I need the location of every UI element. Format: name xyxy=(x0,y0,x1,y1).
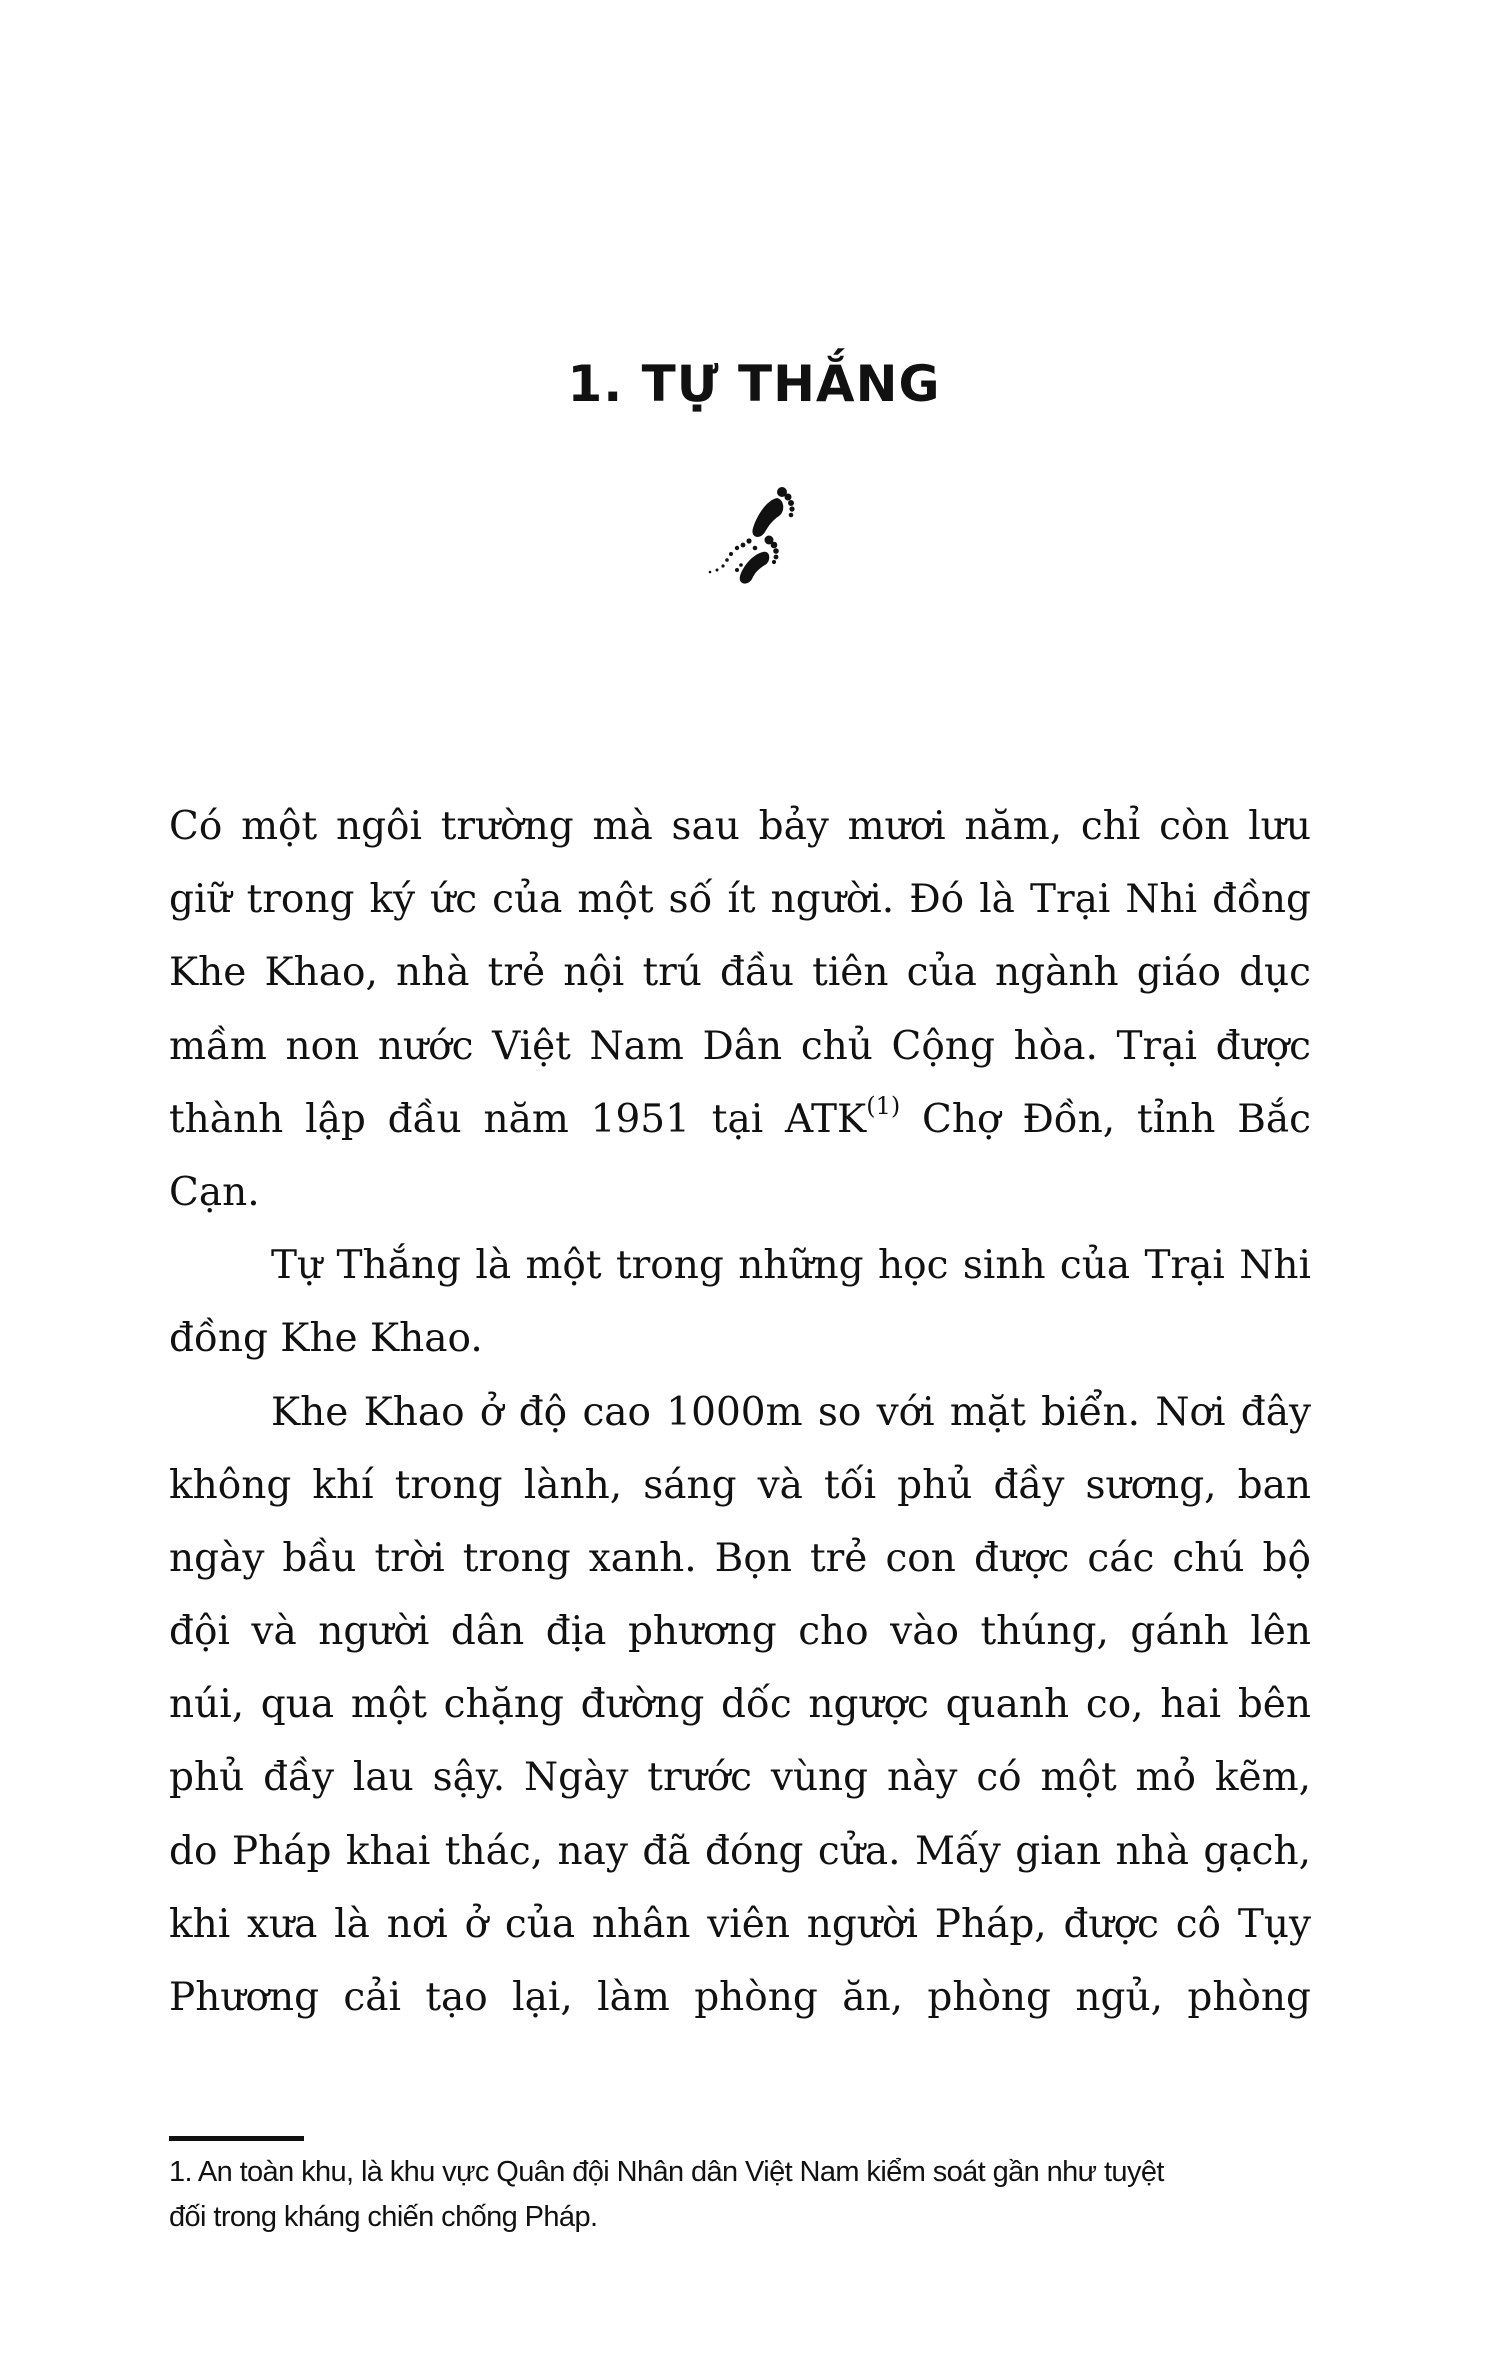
body-line: Phương cải tạo lại, làm phòng ăn, phòng ngủ, phòng xyxy=(169,1975,1311,2020)
body-line: phủ đầy lau sậy. Ngày trước vùng này có một mỏ kẽm, xyxy=(169,1755,1311,1801)
body-text-segment: Chợ Đồn, tỉnh Bắc xyxy=(900,1096,1312,1142)
footnote-line: đối trong kháng chiến chống Pháp. xyxy=(169,2201,598,2233)
footnote-divider xyxy=(169,2136,304,2141)
body-line: ngày bầu trời trong xanh. Bọn trẻ con được các chú bộ xyxy=(169,1535,1311,1581)
body-line: đội và người dân địa phương cho vào thúng, gánh lên xyxy=(169,1609,1311,1655)
body-line: khi xưa là nơi ở của nhân viên người Pháp, được cô Tụy xyxy=(169,1901,1311,1947)
body-line: Khe Khao ở độ cao 1000m so với mặt biển. Nơi đây xyxy=(271,1389,1311,1435)
body-line: Cạn. xyxy=(169,1169,260,1215)
body-line: giữ trong ký ức của một số ít người. Đó là Trại Nhi đồng xyxy=(169,877,1311,923)
footnote-ref: (1) xyxy=(866,1091,901,1120)
footprints-icon xyxy=(665,470,825,590)
body-line: mầm non nước Việt Nam Dân chủ Cộng hòa. Trại được xyxy=(169,1023,1311,1069)
footnote-line: 1. An toàn khu, là khu vực Quân đội Nhân dân Việt Nam kiểm soát gần như tuyệt xyxy=(169,2156,1164,2188)
body-line: Có một ngôi trường mà sau bảy mươi năm, chỉ còn lưu xyxy=(169,804,1311,849)
body-text xyxy=(169,790,1311,2034)
body-line: Tự Thắng là một trong những học sinh của Trại Nhi xyxy=(271,1243,1311,1289)
body-line: đồng Khe Khao. xyxy=(169,1316,483,1362)
body-text-segment: thành lập đầu năm 1951 tại ATK xyxy=(169,1096,867,1142)
body-line: do Pháp khai thác, nay đã đóng cửa. Mấy gian nhà gạch, xyxy=(169,1828,1311,1874)
chapter-title: 1. TỰ THẮNG xyxy=(567,355,941,413)
footnote xyxy=(169,2150,1309,2240)
body-line: núi, qua một chặng đường dốc ngược quanh co, hai bên xyxy=(169,1682,1311,1728)
body-line: Khe Khao, nhà trẻ nội trú đầu tiên của ngành giáo dục xyxy=(169,950,1311,996)
body-line: không khí trong lành, sáng và tối phủ đầy sương, ban xyxy=(169,1462,1311,1508)
body-line xyxy=(169,1083,1311,1156)
